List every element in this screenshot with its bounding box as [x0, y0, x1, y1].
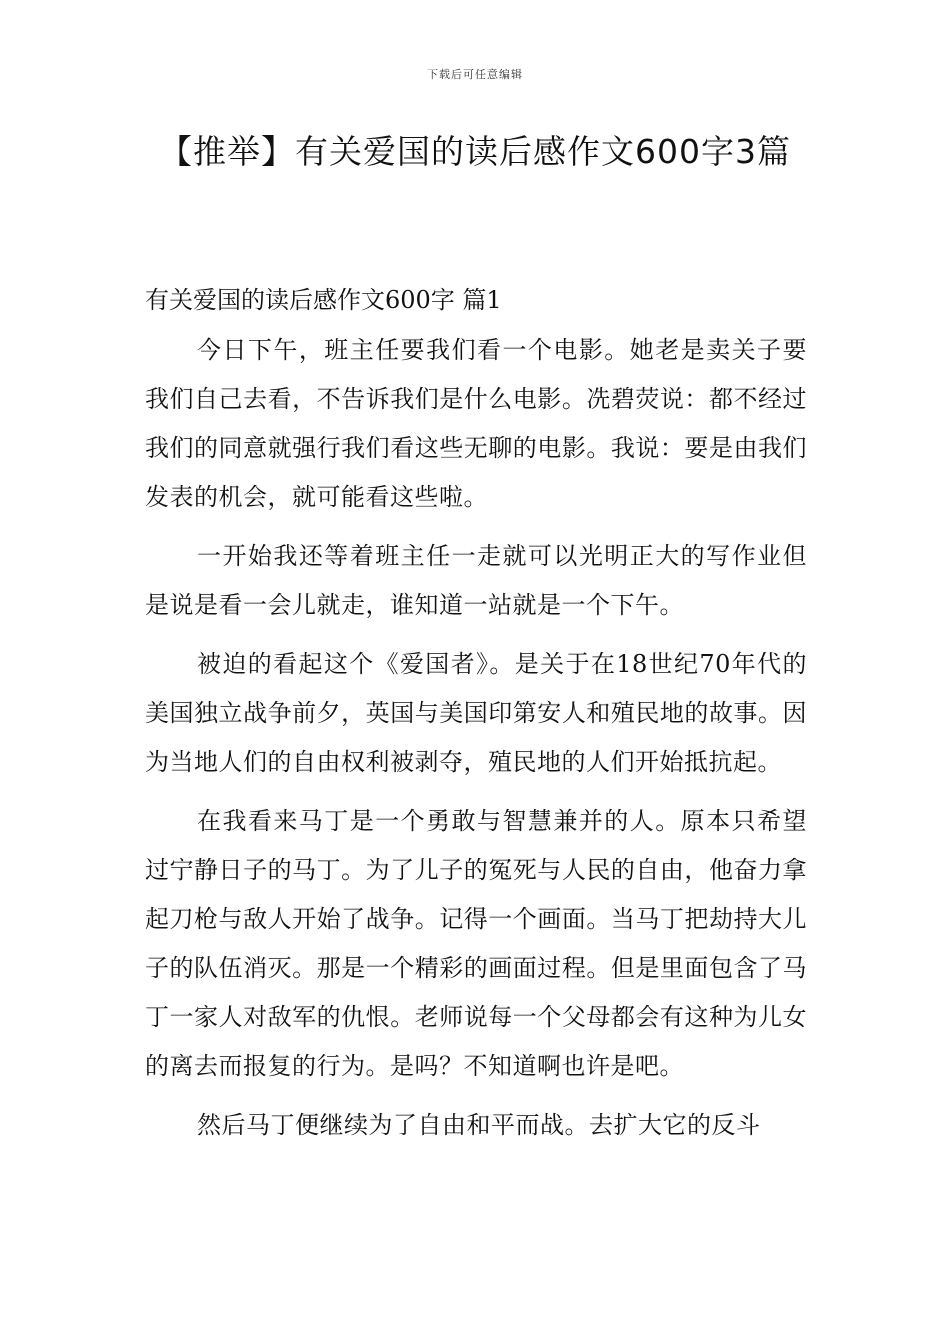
paragraph: 今日下午，班主任要我们看一个电影。她老是卖关子要我们自己去看，不告诉我们是什么电影。冼碧荧说：都不经过我们的同意就强行我们看这些无聊的电影。我说：要是由我们发表的机会，就可能看这些啦。 — [145, 336, 807, 511]
document-body — [145, 280, 807, 1160]
paragraph: 然后马丁便继续为了自由和平而战。去扩大它的反斗 — [197, 1111, 761, 1139]
document-title: 【推举】有关爱国的读后感作文600字3篇 — [159, 132, 791, 171]
paragraph: 一开始我还等着班主任一走就可以光明正大的写作业但是说是看一会儿就走，谁知道一站就是一个下午。 — [145, 542, 807, 619]
section-heading: 有关爱国的读后感作文600字 篇1 — [145, 286, 502, 314]
paragraph: 在我看来马丁是一个勇敢与智慧兼并的人。原本只希望过宁静日子的马丁。为了儿子的冤死与人民的自由，他奋力拿起刀枪与敌人开始了战争。记得一个画面。当马丁把劫持大儿子的队伍消灭。那是一个精彩的画面过程。但是里面包含了马丁一家人对敌军的仇恨。老师说每一个父母都会有这种为儿女的离去而报复的行为。是吗？不知道啊也许是吧。 — [145, 807, 807, 1080]
header-note: 下载后可任意编辑 — [427, 68, 523, 81]
paragraph: 被迫的看起这个《爱国者》。是关于在18世纪70年代的美国独立战争前夕，英国与美国印第安人和殖民地的故事。因为当地人们的自由权利被剥夺，殖民地的人们开始抵抗起。 — [145, 650, 807, 776]
